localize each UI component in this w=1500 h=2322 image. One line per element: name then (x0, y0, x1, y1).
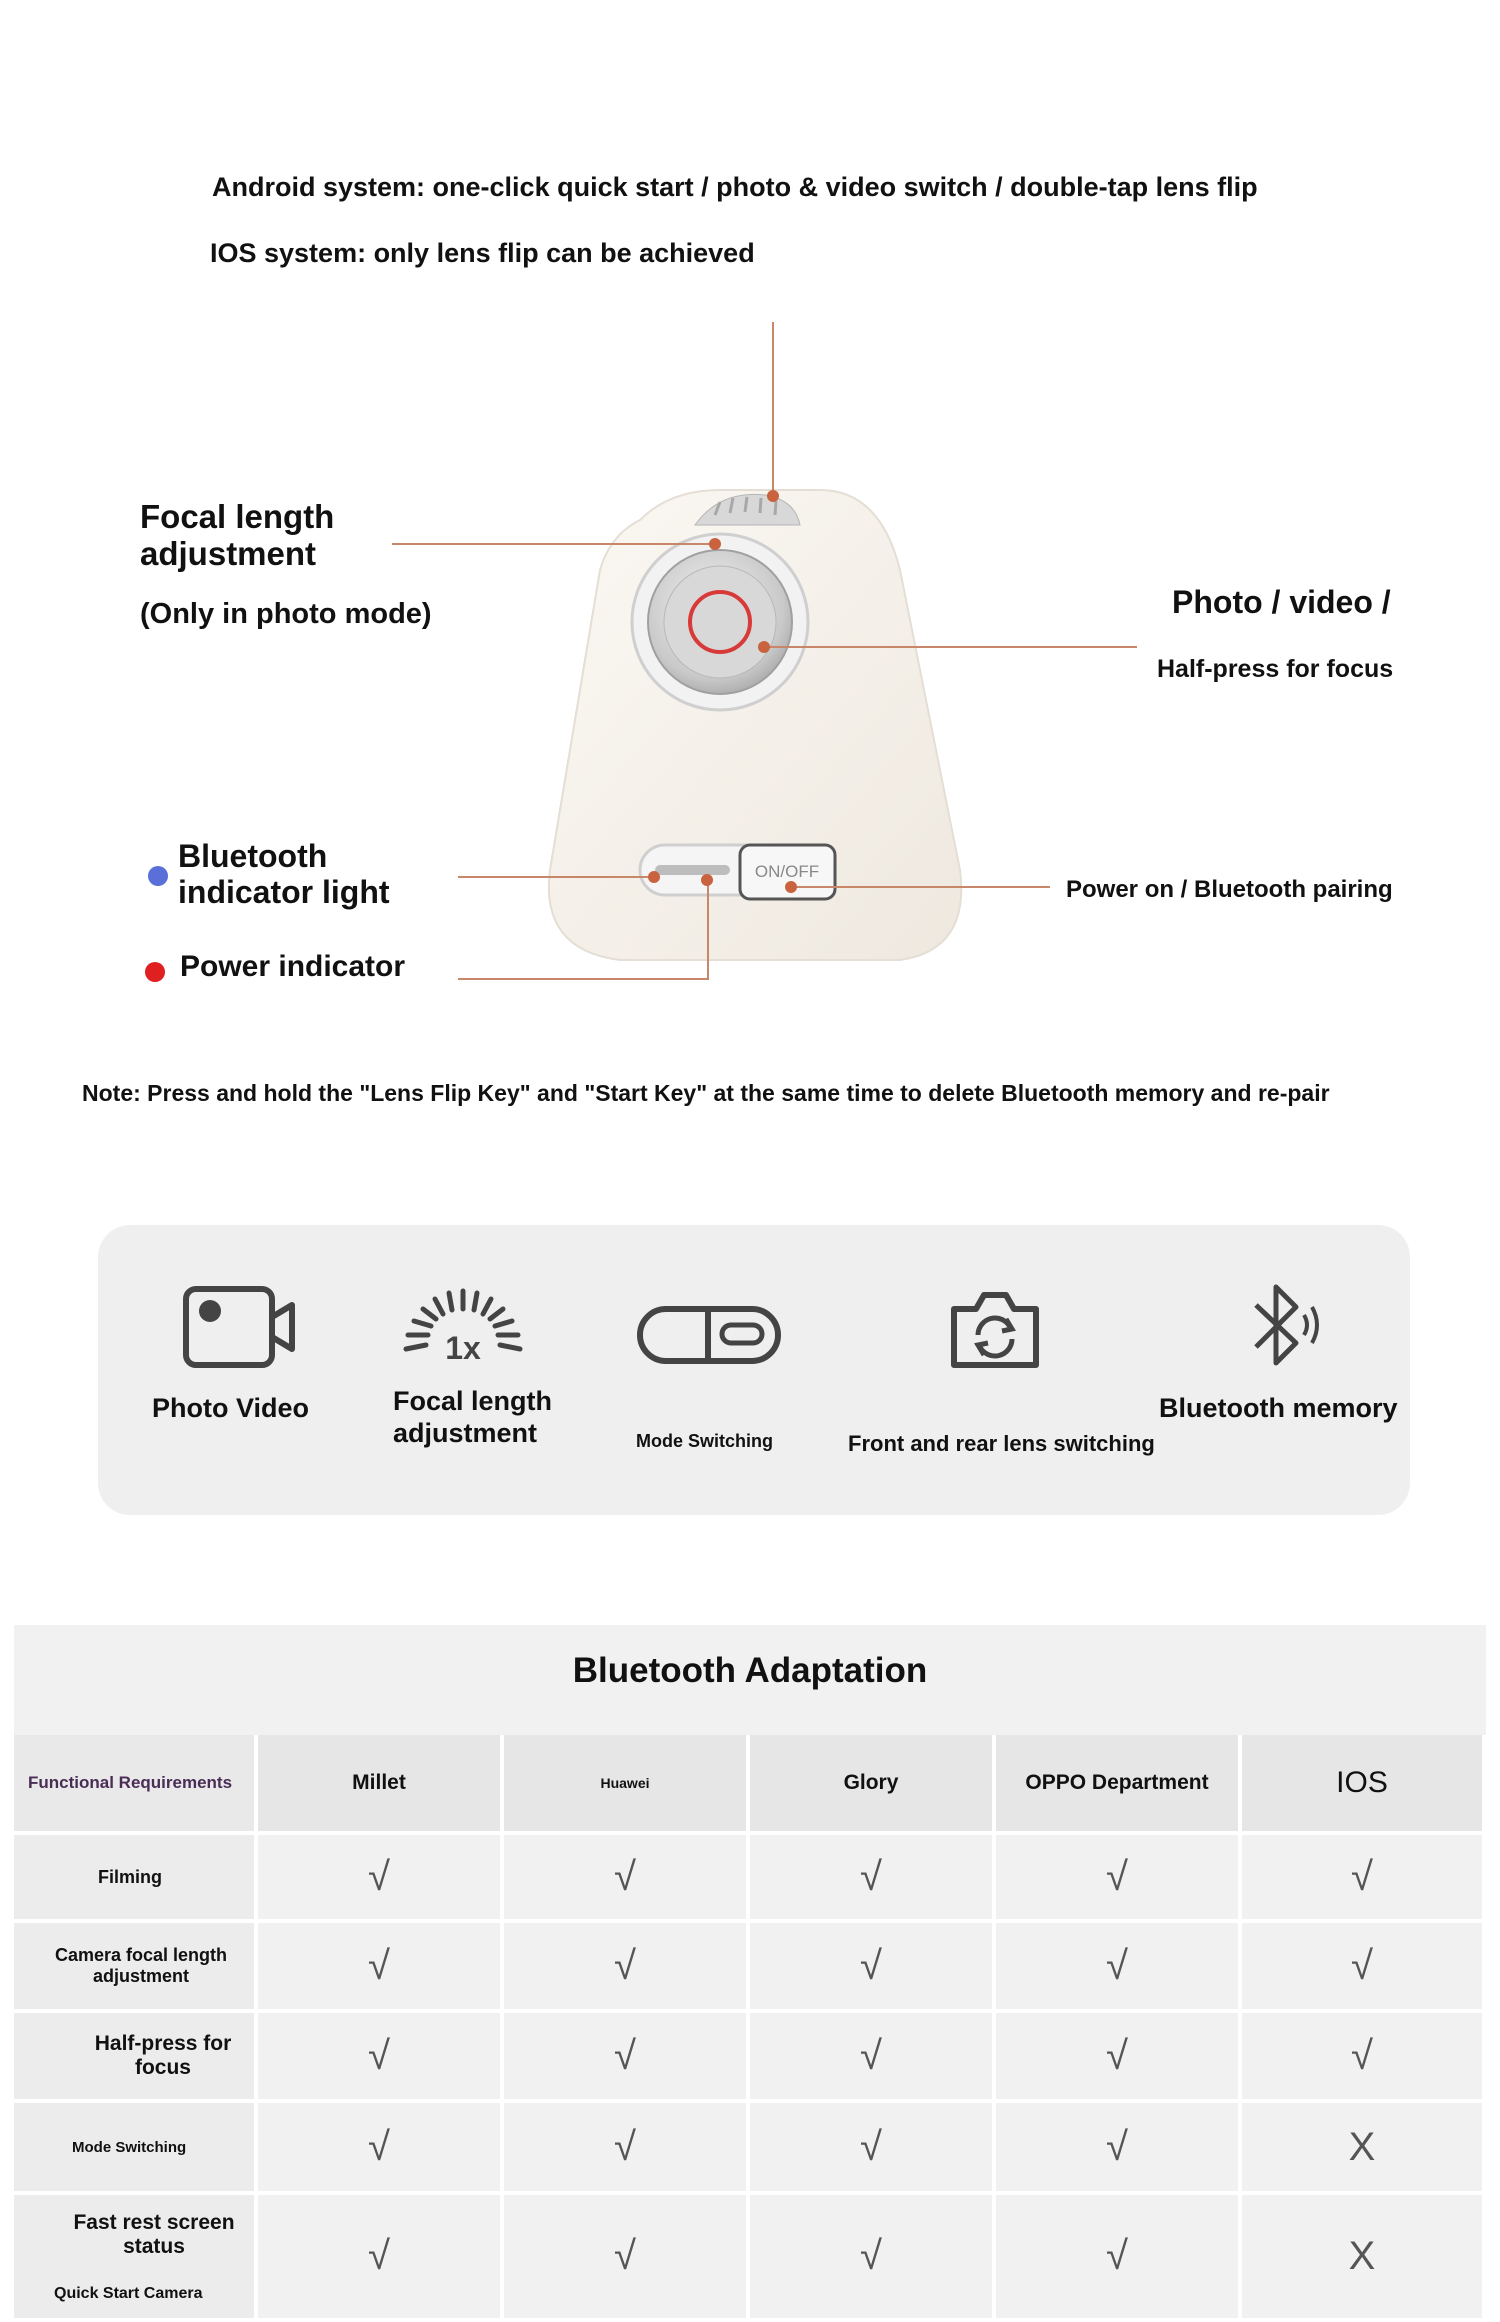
check-mark (996, 2013, 1242, 2103)
note-text: Note: Press and hold the "Lens Flip Key" and "Start Key" at the same time to delete Bluetooth memory and re-pair (82, 1080, 1330, 1106)
mark-text: √ (368, 2124, 390, 2169)
check-mark (258, 1835, 504, 1923)
power-pairing-label: Power on / Bluetooth pairing (1066, 876, 1393, 903)
check-mark (504, 2013, 750, 2103)
mark-text: √ (1351, 1943, 1373, 1988)
table-header-cell: OPPO Department (996, 1735, 1242, 1835)
mark-text: √ (1106, 2234, 1128, 2278)
table-row-label (14, 2195, 258, 2322)
check-mark (1242, 1923, 1486, 2013)
check-mark (1242, 1835, 1486, 1923)
table-row-label (14, 2013, 258, 2103)
mark-text: √ (860, 1854, 882, 1899)
check-mark (258, 2013, 504, 2103)
check-mark (258, 1923, 504, 2013)
table-header-cell: IOS (1242, 1735, 1486, 1835)
table-header-cell: Functional Requirements (14, 1735, 258, 1835)
bluetooth-adaptation-table (14, 1625, 1486, 2322)
table-row-label (14, 1923, 258, 2013)
mark-text: √ (860, 1943, 882, 1988)
callout-line-photo (765, 646, 1137, 648)
check-mark (504, 2103, 750, 2195)
mark-text: √ (860, 2124, 882, 2169)
table-row-label (14, 2103, 258, 2195)
feature-focal-length: Focal length adjustment (393, 1386, 553, 1448)
bluetooth-indicator-label: Bluetooth indicator light (178, 838, 390, 910)
callout-line-bt (458, 876, 653, 878)
check-mark (504, 2195, 750, 2322)
feature-bluetooth-memory: Bluetooth memory (1159, 1393, 1398, 1423)
on-off-label: ON/OFF (754, 862, 820, 881)
mark-text: √ (1106, 1854, 1128, 1899)
check-mark (996, 1835, 1242, 1923)
mark-text: √ (614, 1854, 636, 1899)
bluetooth-dot-icon (148, 866, 168, 886)
callout-line-pairing (792, 886, 1050, 888)
check-mark (750, 2013, 996, 2103)
row-label-text: Fast rest screen status (73, 2210, 235, 2258)
check-mark (504, 1835, 750, 1923)
callout-dot-focal (709, 538, 721, 550)
mark-text: X (1348, 2234, 1376, 2278)
table-header-cell: Huawei (504, 1735, 750, 1835)
table-row-label (14, 1835, 258, 1923)
check-mark (996, 1923, 1242, 2013)
mark-text: √ (368, 2033, 390, 2078)
row-sublabel-text: Quick Start Camera (54, 2284, 203, 2302)
mark-text: √ (368, 2234, 390, 2278)
mark-text: √ (614, 2124, 636, 2169)
power-dot-icon (145, 962, 165, 982)
check-mark (750, 2195, 996, 2322)
mark-text: X (1348, 2124, 1376, 2169)
cross-mark (1242, 2103, 1486, 2195)
callout-line-power-h (458, 978, 709, 980)
half-press-label: Half-press for focus (1157, 655, 1394, 683)
mark-text: √ (860, 2234, 882, 2278)
mark-text: √ (368, 1943, 390, 1988)
callout-dot-power (701, 874, 713, 886)
row-label-text: Mode Switching (72, 2138, 187, 2156)
bluetooth-icon (1246, 1277, 1326, 1377)
lens-flip-icon (948, 1287, 1042, 1371)
focal-length-label: Focal length adjustment (140, 498, 335, 572)
toggle-switch-icon (636, 1305, 782, 1365)
mark-text: √ (614, 1943, 636, 1988)
row-label-text: Half-press for focus (94, 2032, 232, 2079)
callout-dot-pairing (785, 881, 797, 893)
check-mark (1242, 2013, 1486, 2103)
check-mark (750, 1835, 996, 1923)
mark-text: √ (1106, 1943, 1128, 1988)
feature-lens-switching: Front and rear lens switching (848, 1431, 1155, 1456)
check-mark (750, 1923, 996, 2013)
features-panel (98, 1225, 1410, 1515)
check-mark (996, 2195, 1242, 2322)
callout-line-power-v (707, 880, 709, 980)
table-header-cell: Glory (750, 1735, 996, 1835)
power-indicator-label: Power indicator (180, 950, 406, 983)
focal-length-note: (Only in photo mode) (140, 598, 432, 630)
intro-ios: IOS system: only lens flip can be achieved (210, 238, 755, 268)
indicator-light-bar (655, 865, 730, 875)
mark-text: √ (1106, 2033, 1128, 2078)
mark-text: √ (614, 2234, 636, 2278)
svg-text:1x: 1x (445, 1330, 481, 1366)
check-mark (996, 2103, 1242, 2195)
row-label-text: Filming (98, 1866, 162, 1887)
feature-mode-switching: Mode Switching (636, 1431, 773, 1451)
mark-text: √ (1351, 2033, 1373, 2078)
mark-text: √ (860, 2033, 882, 2078)
feature-photo-video: Photo Video (152, 1393, 310, 1423)
cross-mark (1242, 2195, 1486, 2322)
remote-device-illustration (520, 310, 1020, 990)
check-mark (258, 2195, 504, 2322)
callout-line-top (772, 322, 774, 497)
callout-line-focal (392, 543, 717, 545)
row-label-text: Camera focal length adjustment (54, 1945, 228, 1986)
mark-text: √ (368, 1854, 390, 1899)
photo-video-label: Photo / video / (1172, 584, 1391, 620)
mark-text: √ (1106, 2124, 1128, 2169)
callout-dot-bt (648, 871, 660, 883)
table-header-cell: Millet (258, 1735, 504, 1835)
table-title: Bluetooth Adaptation (572, 1651, 928, 1690)
callout-dot-top (767, 490, 779, 502)
mark-text: √ (614, 2033, 636, 2078)
zoom-dial-icon (398, 1279, 528, 1375)
intro-android: Android system: one-click quick start / photo & video switch / double-tap lens flip (212, 172, 1258, 202)
mark-text: √ (1351, 1854, 1373, 1899)
check-mark (750, 2103, 996, 2195)
check-mark (504, 1923, 750, 2013)
callout-dot-photo (758, 641, 770, 653)
check-mark (258, 2103, 504, 2195)
camera-video-icon (182, 1283, 298, 1373)
